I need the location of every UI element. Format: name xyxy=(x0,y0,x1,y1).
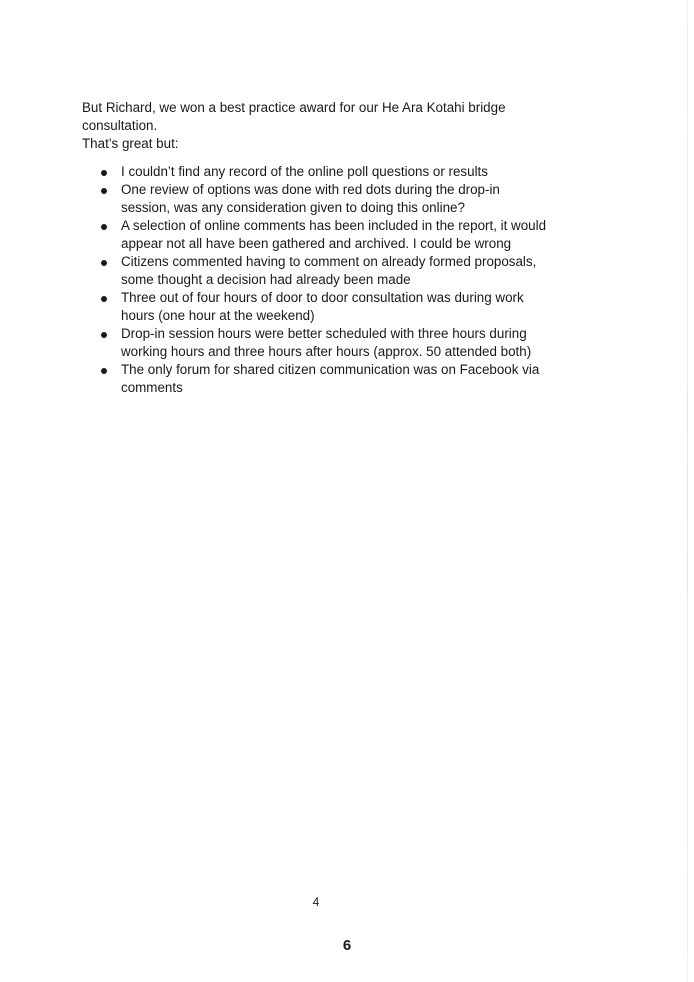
bullet-icon xyxy=(101,188,107,194)
list-item-text: Citizens commented having to comment on already formed proposals, some thought a decision had already been made xyxy=(121,254,537,287)
bullet-icon xyxy=(101,368,107,374)
list-item xyxy=(82,361,552,397)
list-item xyxy=(82,217,552,253)
list-item-text: Three out of four hours of door to door consultation was during work hours (one hour at the weekend) xyxy=(121,290,524,323)
bullet-icon xyxy=(101,296,107,302)
bullet-icon xyxy=(101,332,107,338)
intro-line-1: But Richard, we won a best practice award for our He Ara Kotahi bridge consultation. xyxy=(82,100,506,133)
list-item xyxy=(82,163,552,181)
list-item xyxy=(82,289,552,325)
stamped-page-number: 6 xyxy=(342,937,352,954)
list-item-text: Drop-in session hours were better scheduled with three hours during working hours and three hours after hours (approx. 50 attended both) xyxy=(121,326,532,359)
list-item-text: One review of options was done with red dots during the drop-in session, was any consideration given to doing this online? xyxy=(121,182,500,215)
document-body xyxy=(82,99,552,397)
page-edge-shadow xyxy=(687,0,688,982)
list-item xyxy=(82,253,552,289)
intro-line-2: That’s great but: xyxy=(82,136,179,151)
bullet-icon xyxy=(101,170,107,176)
bullet-icon xyxy=(101,260,107,266)
bullet-icon xyxy=(101,224,107,230)
list-item-text: The only forum for shared citizen communication was on Facebook via comments xyxy=(121,362,540,395)
page-number: 4 xyxy=(312,895,320,909)
list-item xyxy=(82,181,552,217)
list-item-text: A selection of online comments has been included in the report, it would appear not all have been gathered and archived. I could be wrong xyxy=(121,218,547,251)
list-item-text: I couldn’t find any record of the online poll questions or results xyxy=(121,164,488,179)
bullet-list xyxy=(82,163,552,397)
list-item xyxy=(82,325,552,361)
intro-paragraph xyxy=(82,99,552,153)
